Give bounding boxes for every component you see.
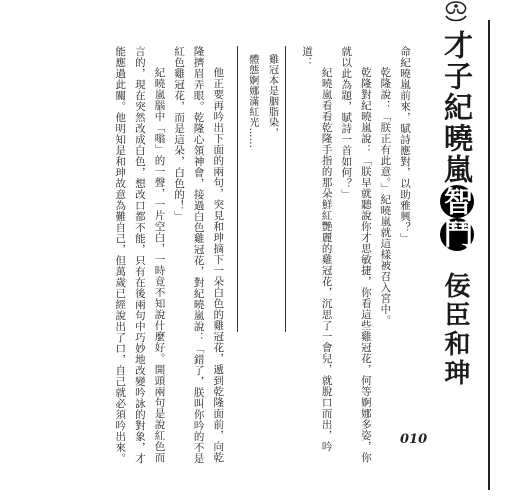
paragraph-4: 紀曉嵐看看乾隆手指的那朵鮮紅艷麗的雞冠花，沉思了一會兒，就脫口而出，吟道：	[301, 46, 333, 452]
paragraph-6: 紀曉嵐腦中「嗡」的一聲，一片空白，一時竟不知說什麼好。開頭兩句是說紅色而言的，現在突然改成白色，想改口都不能，只有在後兩句中巧妙地改變吟詠的對象，才能應過此關。他明知是和珅故意為難自己，但萬歲已經說出了口，自己就必須吟出來。	[114, 46, 166, 464]
paragraph-3: 乾隆對紀曉嵐說：「朕早就聽說你才思敏捷，你看這些雞冠花，何等婀娜多姿，你就以此為題，賦詩一首如何？」	[340, 46, 372, 463]
book-title: 才子紀曉嵐智鬥	[440, 30, 474, 250]
poem-line-1: 雞冠本是胭脂染，	[266, 54, 278, 138]
page-number: 010	[400, 432, 428, 447]
ornament-icon	[436, 0, 476, 26]
title-highlight-dou: 鬥	[440, 219, 474, 250]
paragraph-5: 他正要再吟出下面的兩句，突見和珅摘下一朵白色的雞冠花，遞到乾隆面前，向乾隆擠眉弄眼。乾隆心領神會，接過白色雞冠花，對紀曉嵐說：「錯了，朕叫你吟的不是紅色雞冠花，而是這朵，白色的！」	[173, 46, 225, 464]
poem-line-2: 體態婀娜滿紅光……	[246, 54, 258, 149]
margin-rule	[488, 20, 490, 490]
body-text	[94, 46, 414, 466]
book-subtitle: 佞臣和珅	[440, 272, 470, 388]
paragraph-2: 乾隆說：「朕正有此意。」紀曉嵐就這樣被召入宮中。	[379, 67, 392, 326]
title-highlight-zhi: 智	[440, 186, 474, 217]
margin-rule-bottom	[488, 476, 490, 490]
poem-box	[237, 46, 286, 332]
paragraph-1: 命紀曉嵐前來，賦詩應對，以助雅興？」	[399, 46, 411, 244]
